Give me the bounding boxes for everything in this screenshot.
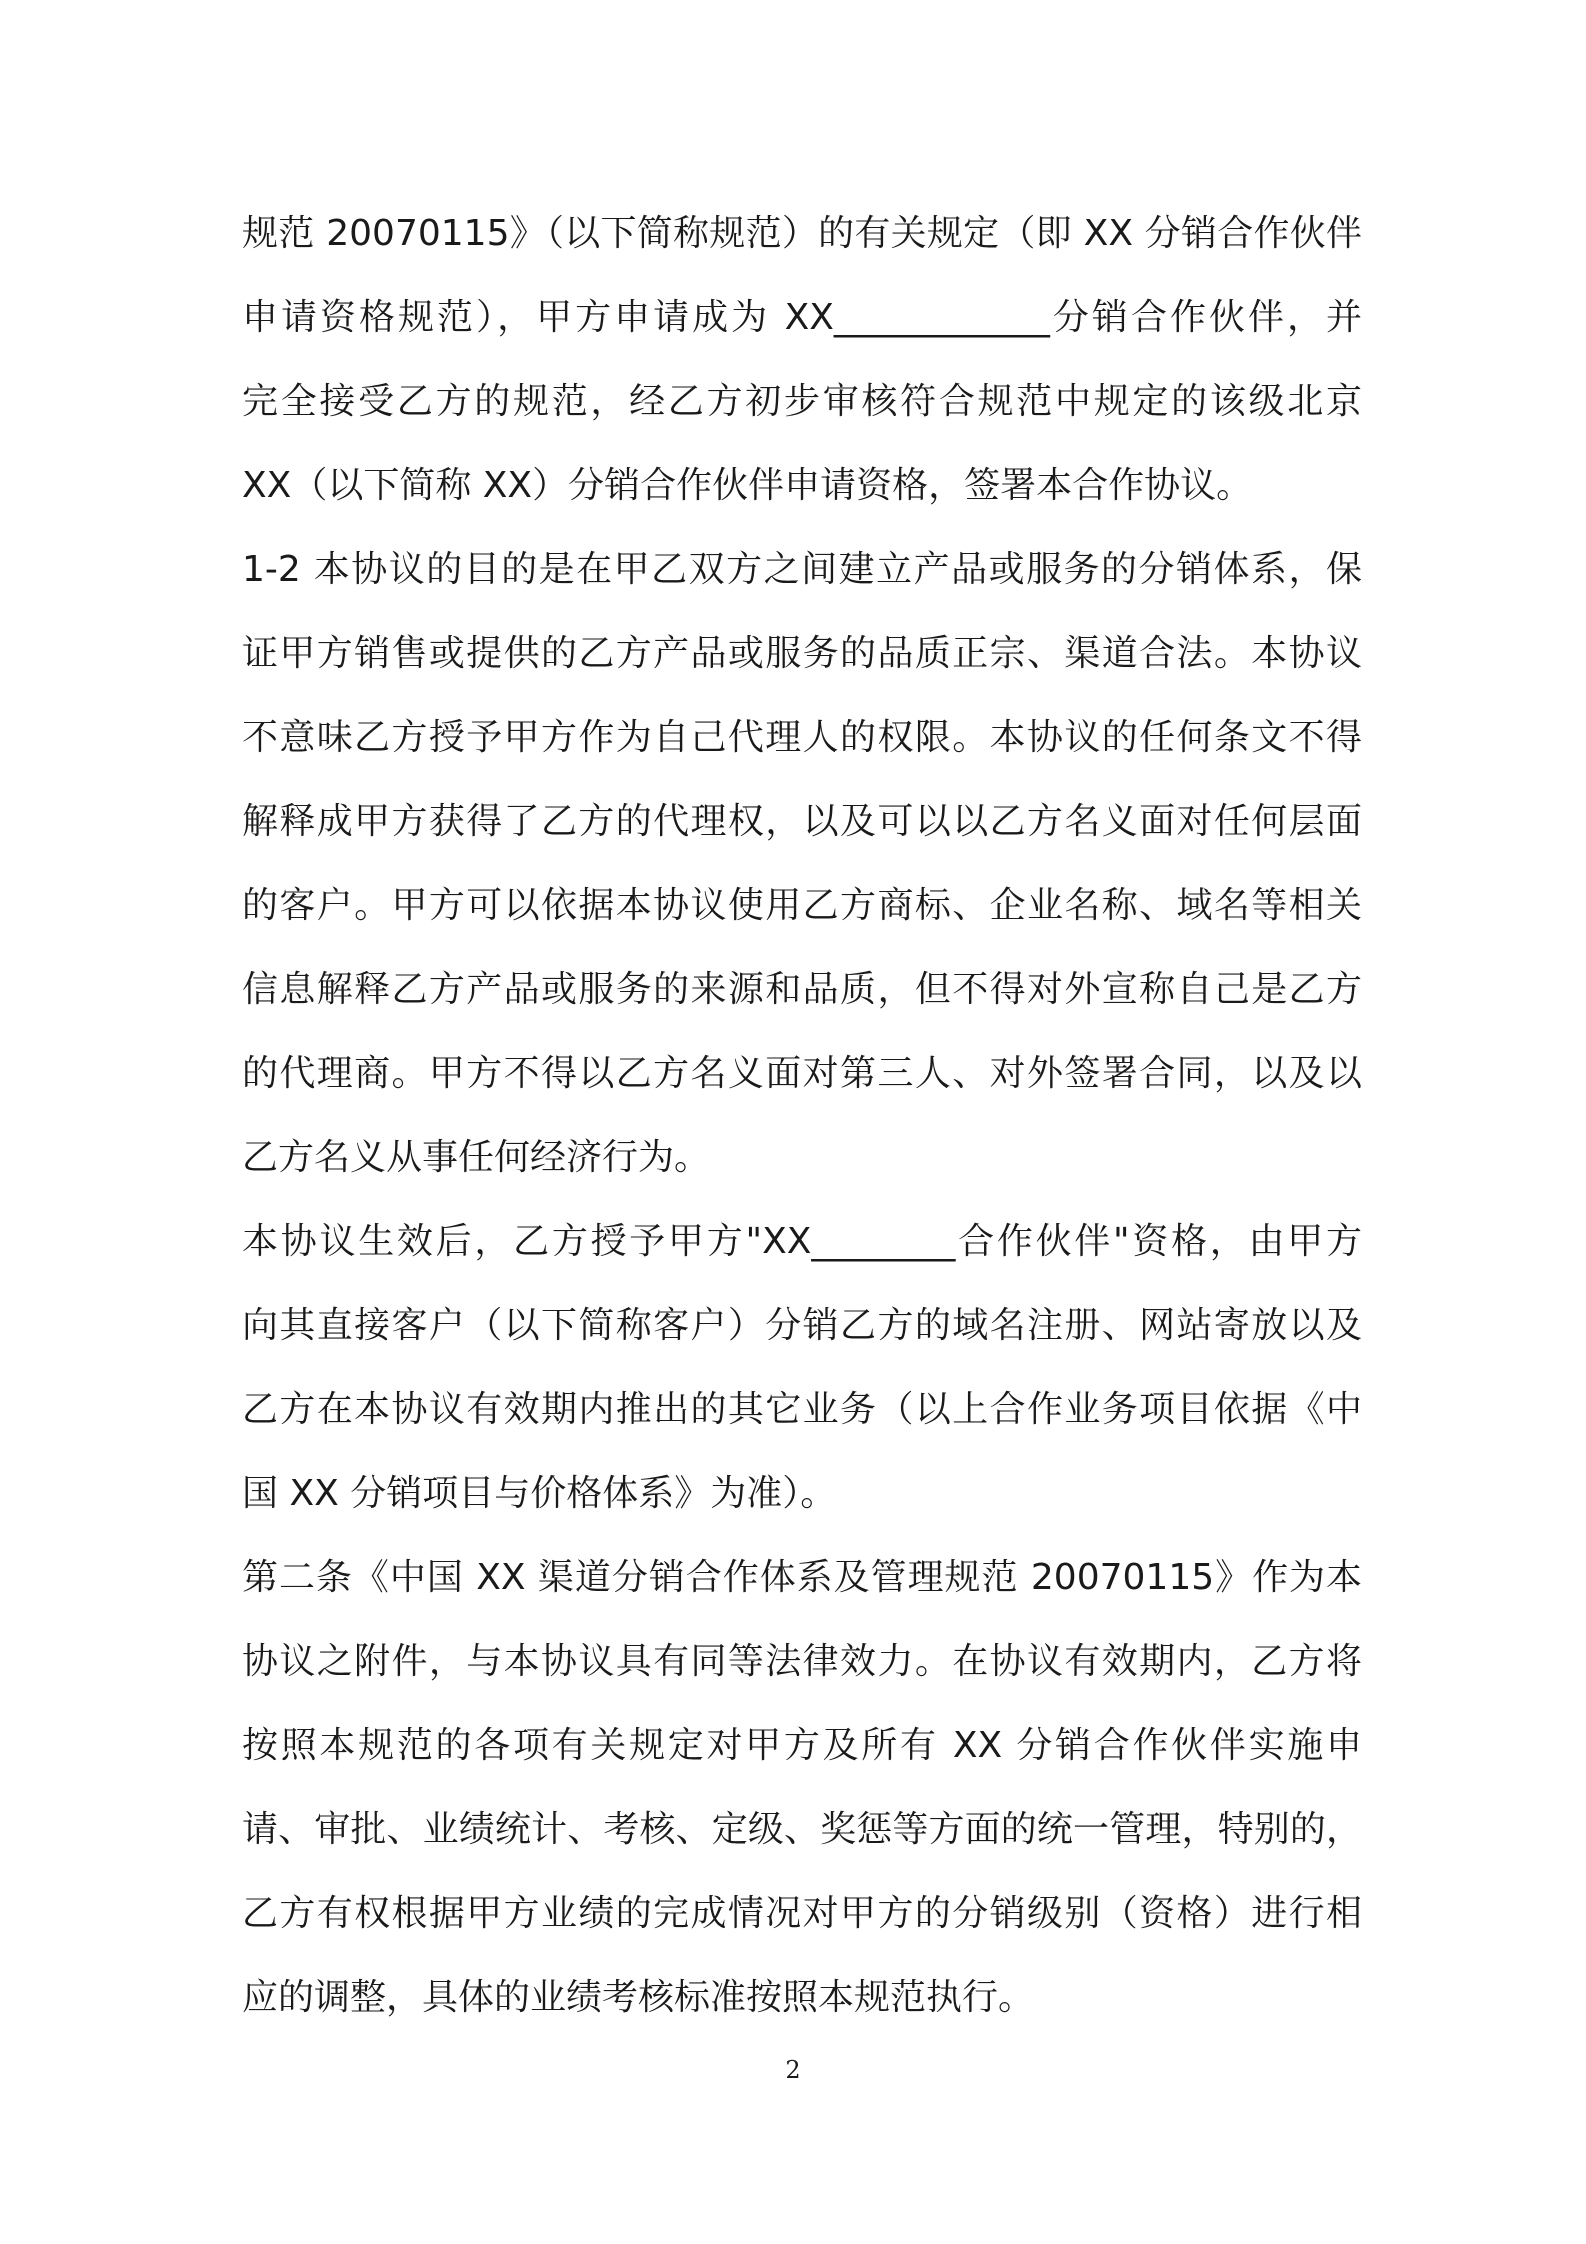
- text-line: 信息解释乙方产品或服务的来源和品质，但不得对外宣称自己是乙方: [242, 969, 1362, 1010]
- text-line: 应的调整，具体的业绩考核标准按照本规范执行。: [242, 1977, 1035, 2018]
- text-line: 规范 20070115》（以下简称规范）的有关规定（即 XX 分销合作伙伴: [242, 213, 1362, 254]
- text-line: 申请资格规范），甲方申请成为 XX____________分销合作伙伴，并: [242, 297, 1362, 338]
- text-line: 解释成甲方获得了乙方的代理权，以及可以以乙方名义面对任何层面: [242, 801, 1362, 842]
- text-line: 的代理商。甲方不得以乙方名义面对第三人、对外签署合同，以及以: [242, 1053, 1362, 1094]
- text-line: 请、审批、业绩统计、考核、定级、奖惩等方面的统一管理，特别的，: [242, 1809, 1362, 1850]
- text-line: 第二条《中国 XX 渠道分销合作体系及管理规范 20070115》作为本: [242, 1557, 1362, 1598]
- text-line: 完全接受乙方的规范，经乙方初步审核符合规范中规定的该级北京: [242, 381, 1362, 422]
- text-line: 乙方有权根据甲方业绩的完成情况对甲方的分销级别（资格）进行相: [242, 1893, 1362, 1934]
- text-line: 证甲方销售或提供的乙方产品或服务的品质正宗、渠道合法。本协议: [242, 633, 1362, 674]
- text-line: 协议之附件，与本协议具有同等法律效力。在协议有效期内，乙方将: [242, 1641, 1362, 1682]
- text-line: 国 XX 分销项目与价格体系》为准）。: [242, 1473, 837, 1514]
- text-line: 乙方在本协议有效期内推出的其它业务（以上合作业务项目依据《中: [242, 1389, 1362, 1430]
- text-line: 乙方名义从事任何经济行为。: [242, 1137, 711, 1178]
- text-line: 1-2 本协议的目的是在甲乙双方之间建立产品或服务的分销体系，保: [242, 549, 1362, 590]
- text-line: 本协议生效后，乙方授予甲方"XX________合作伙伴"资格，由甲方: [242, 1221, 1362, 1262]
- text-line: 按照本规范的各项有关规定对甲方及所有 XX 分销合作伙伴实施申: [242, 1725, 1362, 1766]
- text-line: 向其直接客户（以下简称客户）分销乙方的域名注册、网站寄放以及: [242, 1305, 1362, 1346]
- text-line: 的客户。甲方可以依据本协议使用乙方商标、企业名称、域名等相关: [242, 885, 1362, 926]
- text-line: 不意味乙方授予甲方作为自己代理人的权限。本协议的任何条文不得: [242, 717, 1362, 758]
- text-line: XX（以下简称 XX）分销合作伙伴申请资格，签署本合作协议。: [242, 465, 1253, 506]
- page-number: 2: [785, 2056, 801, 2084]
